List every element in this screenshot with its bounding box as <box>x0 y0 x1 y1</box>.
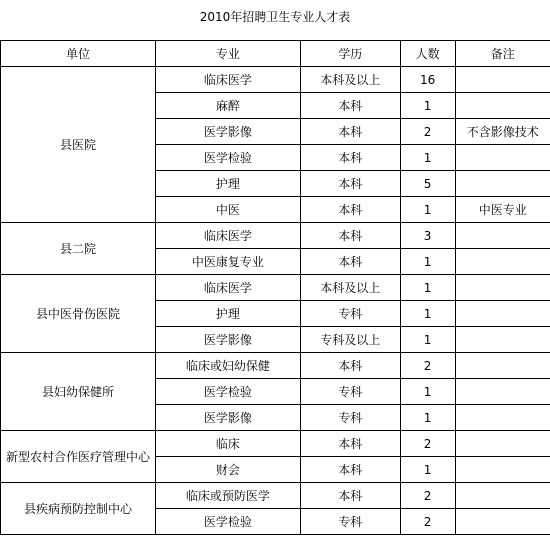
major-cell: 医学影像 <box>155 327 300 353</box>
unit-cell: 县疾病预防控制中心 <box>1 483 156 535</box>
major-cell: 医学检验 <box>155 379 300 405</box>
table-title: 2010年招聘卫生专业人才表 <box>199 10 351 24</box>
major-cell: 医学影像 <box>155 119 300 145</box>
count-cell: 3 <box>400 223 455 249</box>
education-cell: 本科 <box>300 457 400 483</box>
education-cell: 专科及以上 <box>300 327 400 353</box>
education-cell: 本科 <box>300 119 400 145</box>
unit-cell: 新型农村合作医疗管理中心 <box>1 431 156 483</box>
count-cell: 1 <box>400 145 455 171</box>
note-cell <box>455 275 550 301</box>
note-cell <box>455 249 550 275</box>
note-cell <box>455 93 550 119</box>
count-cell: 1 <box>400 93 455 119</box>
unit-cell: 县中医骨伤医院 <box>1 275 156 353</box>
table-row <box>1 67 550 93</box>
major-cell: 临床或预防医学 <box>155 483 300 509</box>
note-cell <box>455 509 550 535</box>
note-cell <box>455 171 550 197</box>
major-cell: 财会 <box>155 457 300 483</box>
note-cell <box>455 405 550 431</box>
note-cell <box>455 67 550 93</box>
count-cell: 2 <box>400 509 455 535</box>
count-cell: 1 <box>400 379 455 405</box>
major-cell: 临床或妇幼保健 <box>155 353 300 379</box>
education-cell: 本科 <box>300 171 400 197</box>
education-cell: 专科 <box>300 405 400 431</box>
table-row <box>1 275 550 301</box>
note-cell <box>455 223 550 249</box>
count-cell: 1 <box>400 457 455 483</box>
header-note: 备注 <box>455 41 550 67</box>
education-cell: 本科 <box>300 197 400 223</box>
count-cell: 2 <box>400 431 455 457</box>
note-cell <box>455 431 550 457</box>
count-cell: 2 <box>400 483 455 509</box>
major-cell: 临床 <box>155 431 300 457</box>
education-cell: 专科 <box>300 379 400 405</box>
count-cell: 1 <box>400 405 455 431</box>
education-cell: 本科 <box>300 431 400 457</box>
header-count: 人数 <box>400 41 455 67</box>
education-cell: 专科 <box>300 509 400 535</box>
education-cell: 本科 <box>300 93 400 119</box>
major-cell: 中医 <box>155 197 300 223</box>
table-body <box>1 67 550 535</box>
major-cell: 护理 <box>155 171 300 197</box>
major-cell: 医学检验 <box>155 145 300 171</box>
note-cell: 不含影像技术 <box>455 119 550 145</box>
header-major: 专业 <box>155 41 300 67</box>
count-cell: 1 <box>400 301 455 327</box>
education-cell: 本科 <box>300 353 400 379</box>
note-cell <box>455 327 550 353</box>
count-cell: 16 <box>400 67 455 93</box>
table-row <box>1 431 550 457</box>
major-cell: 麻醉 <box>155 93 300 119</box>
count-cell: 1 <box>400 275 455 301</box>
education-cell: 本科 <box>300 249 400 275</box>
note-cell: 中医专业 <box>455 197 550 223</box>
header-row <box>1 41 550 67</box>
education-cell: 本科 <box>300 145 400 171</box>
table-row <box>1 353 550 379</box>
education-cell: 专科 <box>300 301 400 327</box>
major-cell: 医学检验 <box>155 509 300 535</box>
header-unit: 单位 <box>1 41 156 67</box>
header-education: 学历 <box>300 41 400 67</box>
major-cell: 临床医学 <box>155 275 300 301</box>
recruitment-table <box>0 40 550 535</box>
unit-cell: 县妇幼保健所 <box>1 353 156 431</box>
unit-cell: 县医院 <box>1 67 156 223</box>
education-cell: 本科及以上 <box>300 275 400 301</box>
major-cell: 护理 <box>155 301 300 327</box>
major-cell: 临床医学 <box>155 223 300 249</box>
note-cell <box>455 379 550 405</box>
education-cell: 本科 <box>300 223 400 249</box>
major-cell: 医学影像 <box>155 405 300 431</box>
count-cell: 5 <box>400 171 455 197</box>
table-row <box>1 483 550 509</box>
table-row <box>1 223 550 249</box>
note-cell <box>455 301 550 327</box>
count-cell: 1 <box>400 197 455 223</box>
count-cell: 2 <box>400 353 455 379</box>
major-cell: 临床医学 <box>155 67 300 93</box>
count-cell: 2 <box>400 119 455 145</box>
note-cell <box>455 145 550 171</box>
count-cell: 1 <box>400 249 455 275</box>
note-cell <box>455 457 550 483</box>
education-cell: 本科 <box>300 483 400 509</box>
unit-cell: 县二院 <box>1 223 156 275</box>
major-cell: 中医康复专业 <box>155 249 300 275</box>
count-cell: 1 <box>400 327 455 353</box>
note-cell <box>455 353 550 379</box>
education-cell: 本科及以上 <box>300 67 400 93</box>
note-cell <box>455 483 550 509</box>
